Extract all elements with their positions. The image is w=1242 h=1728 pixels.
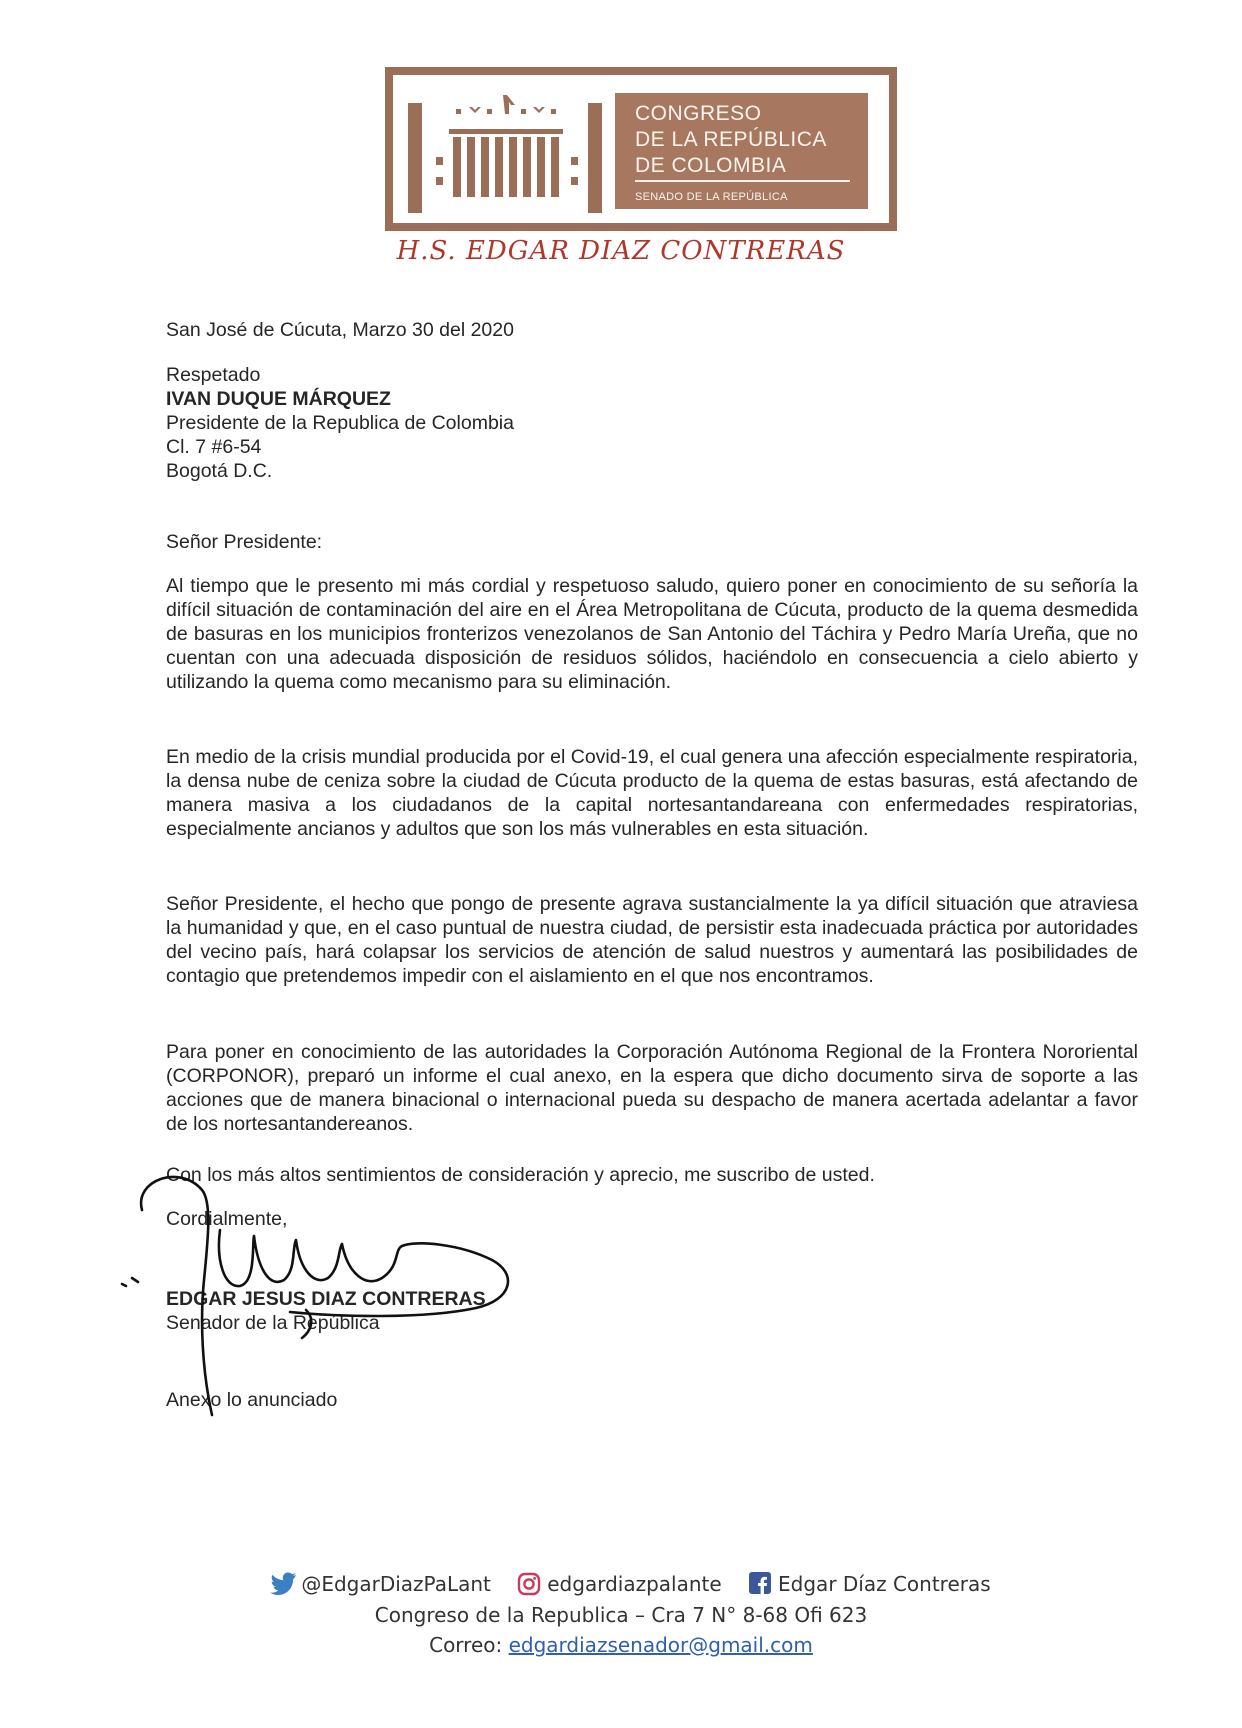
recipient-city: Bogotá D.C. — [166, 460, 273, 482]
paragraph-4: Para poner en conocimiento de las autoridades la Corporación Autónoma Regional de la Frontera Nororiental (CORPONOR), preparó un informe el cual anexo, en la espera que dicho documento sirva de soporte a las acciones que de manera binacional o internacional pueda su despacho de manera acertada adelantar a favor de los nortesantandereanos. — [166, 1041, 1138, 1135]
social-links — [0, 1570, 1242, 1596]
paragraph-2: En medio de la crisis mundial producida por el Covid-19, el cual genera una afección especialmente respiratoria, la densa nube de ceniza sobre la ciudad de Cúcuta producto de la quema de estas basuras, está afectando de manera masiva a los ciudadanos de la capital nortesantandareana con enfermedades respiratorias, especialmente ancianos y adultos que son los más vulnerables en esta situación. — [166, 746, 1138, 840]
recipient-block — [166, 363, 1138, 483]
recipient-title: Presidente de la Republica de Colombia — [166, 412, 514, 434]
logo-line-congreso: CONGRESO — [635, 102, 762, 125]
paragraph-3: Señor Presidente, el hecho que pongo de presente agrava sustancialmente la ya difícil situación que atraviesa la humanidad y que, en el caso puntual de nuestra ciudad, de persistir esta inadecuada práctica por autoridades del vecino país, hará colapsar los servicios de atención de salud nuestros y aumentará las posibilidades de contagio que pretendemos impedir con el aislamiento en el que nos encontramos. — [166, 893, 1138, 987]
senator-letterhead: H.S. EDGAR DIAZ CONTRERAS — [396, 236, 846, 266]
facebook-icon[interactable] — [746, 1572, 774, 1596]
twitter-handle[interactable]: @EdgarDiazPaLant — [301, 1571, 491, 1596]
recipient-greeting: Respetado — [166, 364, 261, 386]
email-line — [0, 1633, 1242, 1657]
instagram-handle[interactable]: edgardiazpalante — [547, 1571, 722, 1596]
logo-line-republica: DE LA REPÚBLICA — [635, 128, 827, 151]
capitol-building-icon — [403, 85, 608, 213]
cordially: Cordialmente, — [166, 1208, 288, 1230]
instagram-icon[interactable] — [515, 1572, 543, 1596]
logo-line-senado: SENADO DE LA REPÚBLICA — [635, 191, 788, 203]
logo-line-colombia: DE COLOMBIA — [635, 154, 787, 177]
email-label: Correo: — [429, 1633, 509, 1657]
congress-logo-text — [615, 93, 868, 209]
recipient-name: IVAN DUQUE MÁRQUEZ — [166, 388, 391, 410]
recipient-street: Cl. 7 #6-54 — [166, 436, 262, 458]
paragraph-1: Al tiempo que le presento mi más cordial y respetuoso saludo, quiero poner en conocimiento de su señoría la difícil situación de contaminación del aire en el Área Metropolitana de Cúcuta, producto de la quema desmedida de basuras en los municipios fronterizos venezolanos de San Antonio del Táchira y Pedro María Ureña, que no cuentan con una adecuada disposición de residuos sólidos, haciéndolo en consecuencia a cielo abierto y utilizando la quema como mecanismo para su eliminación. — [166, 575, 1138, 693]
letter-date: San José de Cúcuta, Marzo 30 del 2020 — [166, 319, 514, 341]
annex-note: Anexo lo anunciado — [166, 1389, 338, 1411]
facebook-name[interactable]: Edgar Díaz Contreras — [778, 1571, 991, 1596]
signer-title: Senador de la República — [166, 1312, 380, 1334]
handwritten-signature — [120, 1170, 580, 1420]
congress-logo — [385, 67, 897, 231]
office-address: Congreso de la Republica – Cra 7 N° 8-68 Ofi 623 — [374, 1603, 868, 1627]
email-link[interactable]: edgardiazsenador@gmail.com — [508, 1633, 813, 1657]
salutation: Señor Presidente: — [166, 531, 323, 553]
closing-line: Con los más altos sentimientos de consideración y aprecio, me suscribo de usted. — [166, 1164, 875, 1186]
signer-name: EDGAR JESUS DIAZ CONTRERAS — [166, 1288, 486, 1310]
logo-divider — [635, 180, 850, 182]
twitter-icon[interactable] — [269, 1572, 297, 1596]
